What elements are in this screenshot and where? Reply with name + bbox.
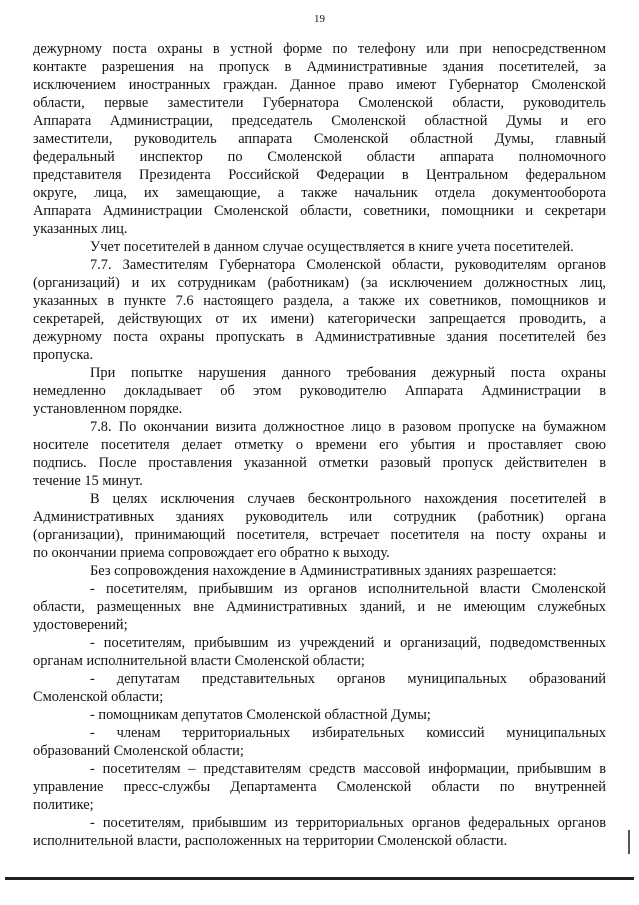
text-line: подпись. После проставления указанной отметки разовый пропуск действителен в — [33, 455, 606, 471]
text-line: дежурному поста охраны пропускать в Административные здания посетителей без — [33, 329, 606, 345]
text-line: области, размещенных вне Административных зданий, и не имеющим служебных — [33, 599, 606, 615]
text-line: управление пресс-службы Департамента Смоленской области по внутренней — [33, 779, 606, 795]
edge-mark — [628, 830, 630, 854]
text-line: контакте разрешения на пропуск в Административные здания посетителей, за — [33, 59, 606, 75]
bottom-rule — [5, 877, 634, 880]
text-line: указанных в пункте 7.6 настоящего раздела, а также их советников, помощников и — [33, 293, 606, 309]
text-line: по окончании приема сопровождает его обратно к выходу. — [33, 545, 390, 561]
text-line: округе, лица, их замещающие, а также начальник отдела документооборота — [33, 185, 606, 201]
text-line: носителе посетителя делает отметку о времени его убытия и проставляет свою — [33, 437, 606, 453]
text-line: федеральный инспектор по Смоленской области аппарата полномочного — [33, 149, 606, 165]
text-line: дежурному поста охраны в устной форме по телефону или при непосредственном — [33, 41, 606, 57]
text-line: установленном порядке. — [33, 401, 183, 417]
text-line: - помощникам депутатов Смоленской областной Думы; — [90, 707, 431, 723]
text-line: Аппарата Администрации Смоленской области, советники, помощники и секретари — [33, 203, 606, 219]
text-line: исключением иностранных граждан. Данное право имеют Губернатор Смоленской — [33, 77, 606, 93]
text-line: При попытке нарушения данного требования дежурный поста охраны — [90, 365, 606, 381]
text-line: (организаций) и их сотрудникам (работникам) (за исключением должностных лиц, — [33, 275, 606, 291]
text-line: органам исполнительной власти Смоленской области; — [33, 653, 365, 669]
text-line: - посетителям, прибывшим из учреждений и организаций, подведомственных — [90, 635, 606, 651]
text-line: Без сопровождения нахождение в Административных зданиях разрешается: — [90, 563, 557, 579]
text-line: течение 15 минут. — [33, 473, 143, 489]
text-line: представителя Президента Российской Федерации в Центральном федеральном — [33, 167, 606, 183]
text-line: Аппарата Администрации, председатель Смоленской областной Думы и его — [33, 113, 606, 129]
page-number: 19 — [314, 13, 325, 25]
text-line: Смоленской области; — [33, 689, 164, 705]
text-line: исполнительной власти, расположенных на территории Смоленской области. — [33, 833, 508, 849]
body-text — [33, 40, 606, 850]
text-line: - членам территориальных избирательных комиссий муниципальных — [90, 725, 606, 741]
text-line: - посетителям – представителям средств массовой информации, прибывшим в — [90, 761, 606, 777]
text-line: политике; — [33, 797, 94, 813]
text-line: Административных зданиях руководитель или сотрудник (работник) органа — [33, 509, 606, 525]
text-line: немедленно докладывает об этом руководителю Аппарата Администрации в — [33, 383, 606, 399]
text-line: удостоверений; — [33, 617, 128, 633]
text-line: Учет посетителей в данном случае осуществляется в книге учета посетителей. — [90, 239, 574, 255]
text-line: (организации), принимающий посетителя, встречает посетителя на посту охраны и — [33, 527, 606, 543]
text-line: - депутатам представительных органов муниципальных образований — [90, 671, 606, 687]
text-line: 7.7. Заместителям Губернатора Смоленской области, руководителям органов — [90, 257, 606, 273]
text-line: области, первые заместители Губернатора Смоленской области, руководитель — [33, 95, 606, 111]
text-line: заместители, руководитель аппарата Смоленской областной Думы, главный — [33, 131, 606, 147]
text-line: В целях исключения случаев бесконтрольного нахождения посетителей в — [90, 491, 606, 507]
text-line: - посетителям, прибывшим из органов исполнительной власти Смоленской — [90, 581, 606, 597]
text-line: указанных лиц. — [33, 221, 128, 237]
text-line: образований Смоленской области; — [33, 743, 244, 759]
text-line: - посетителям, прибывшим из территориальных органов федеральных органов — [90, 815, 606, 831]
text-line: 7.8. По окончании визита должностное лицо в разовом пропуске на бумажном — [90, 419, 606, 435]
text-line: секретарей, действующих от их имени) категорически запрещается проводить, а — [33, 311, 606, 327]
text-line: пропуска. — [33, 347, 94, 363]
